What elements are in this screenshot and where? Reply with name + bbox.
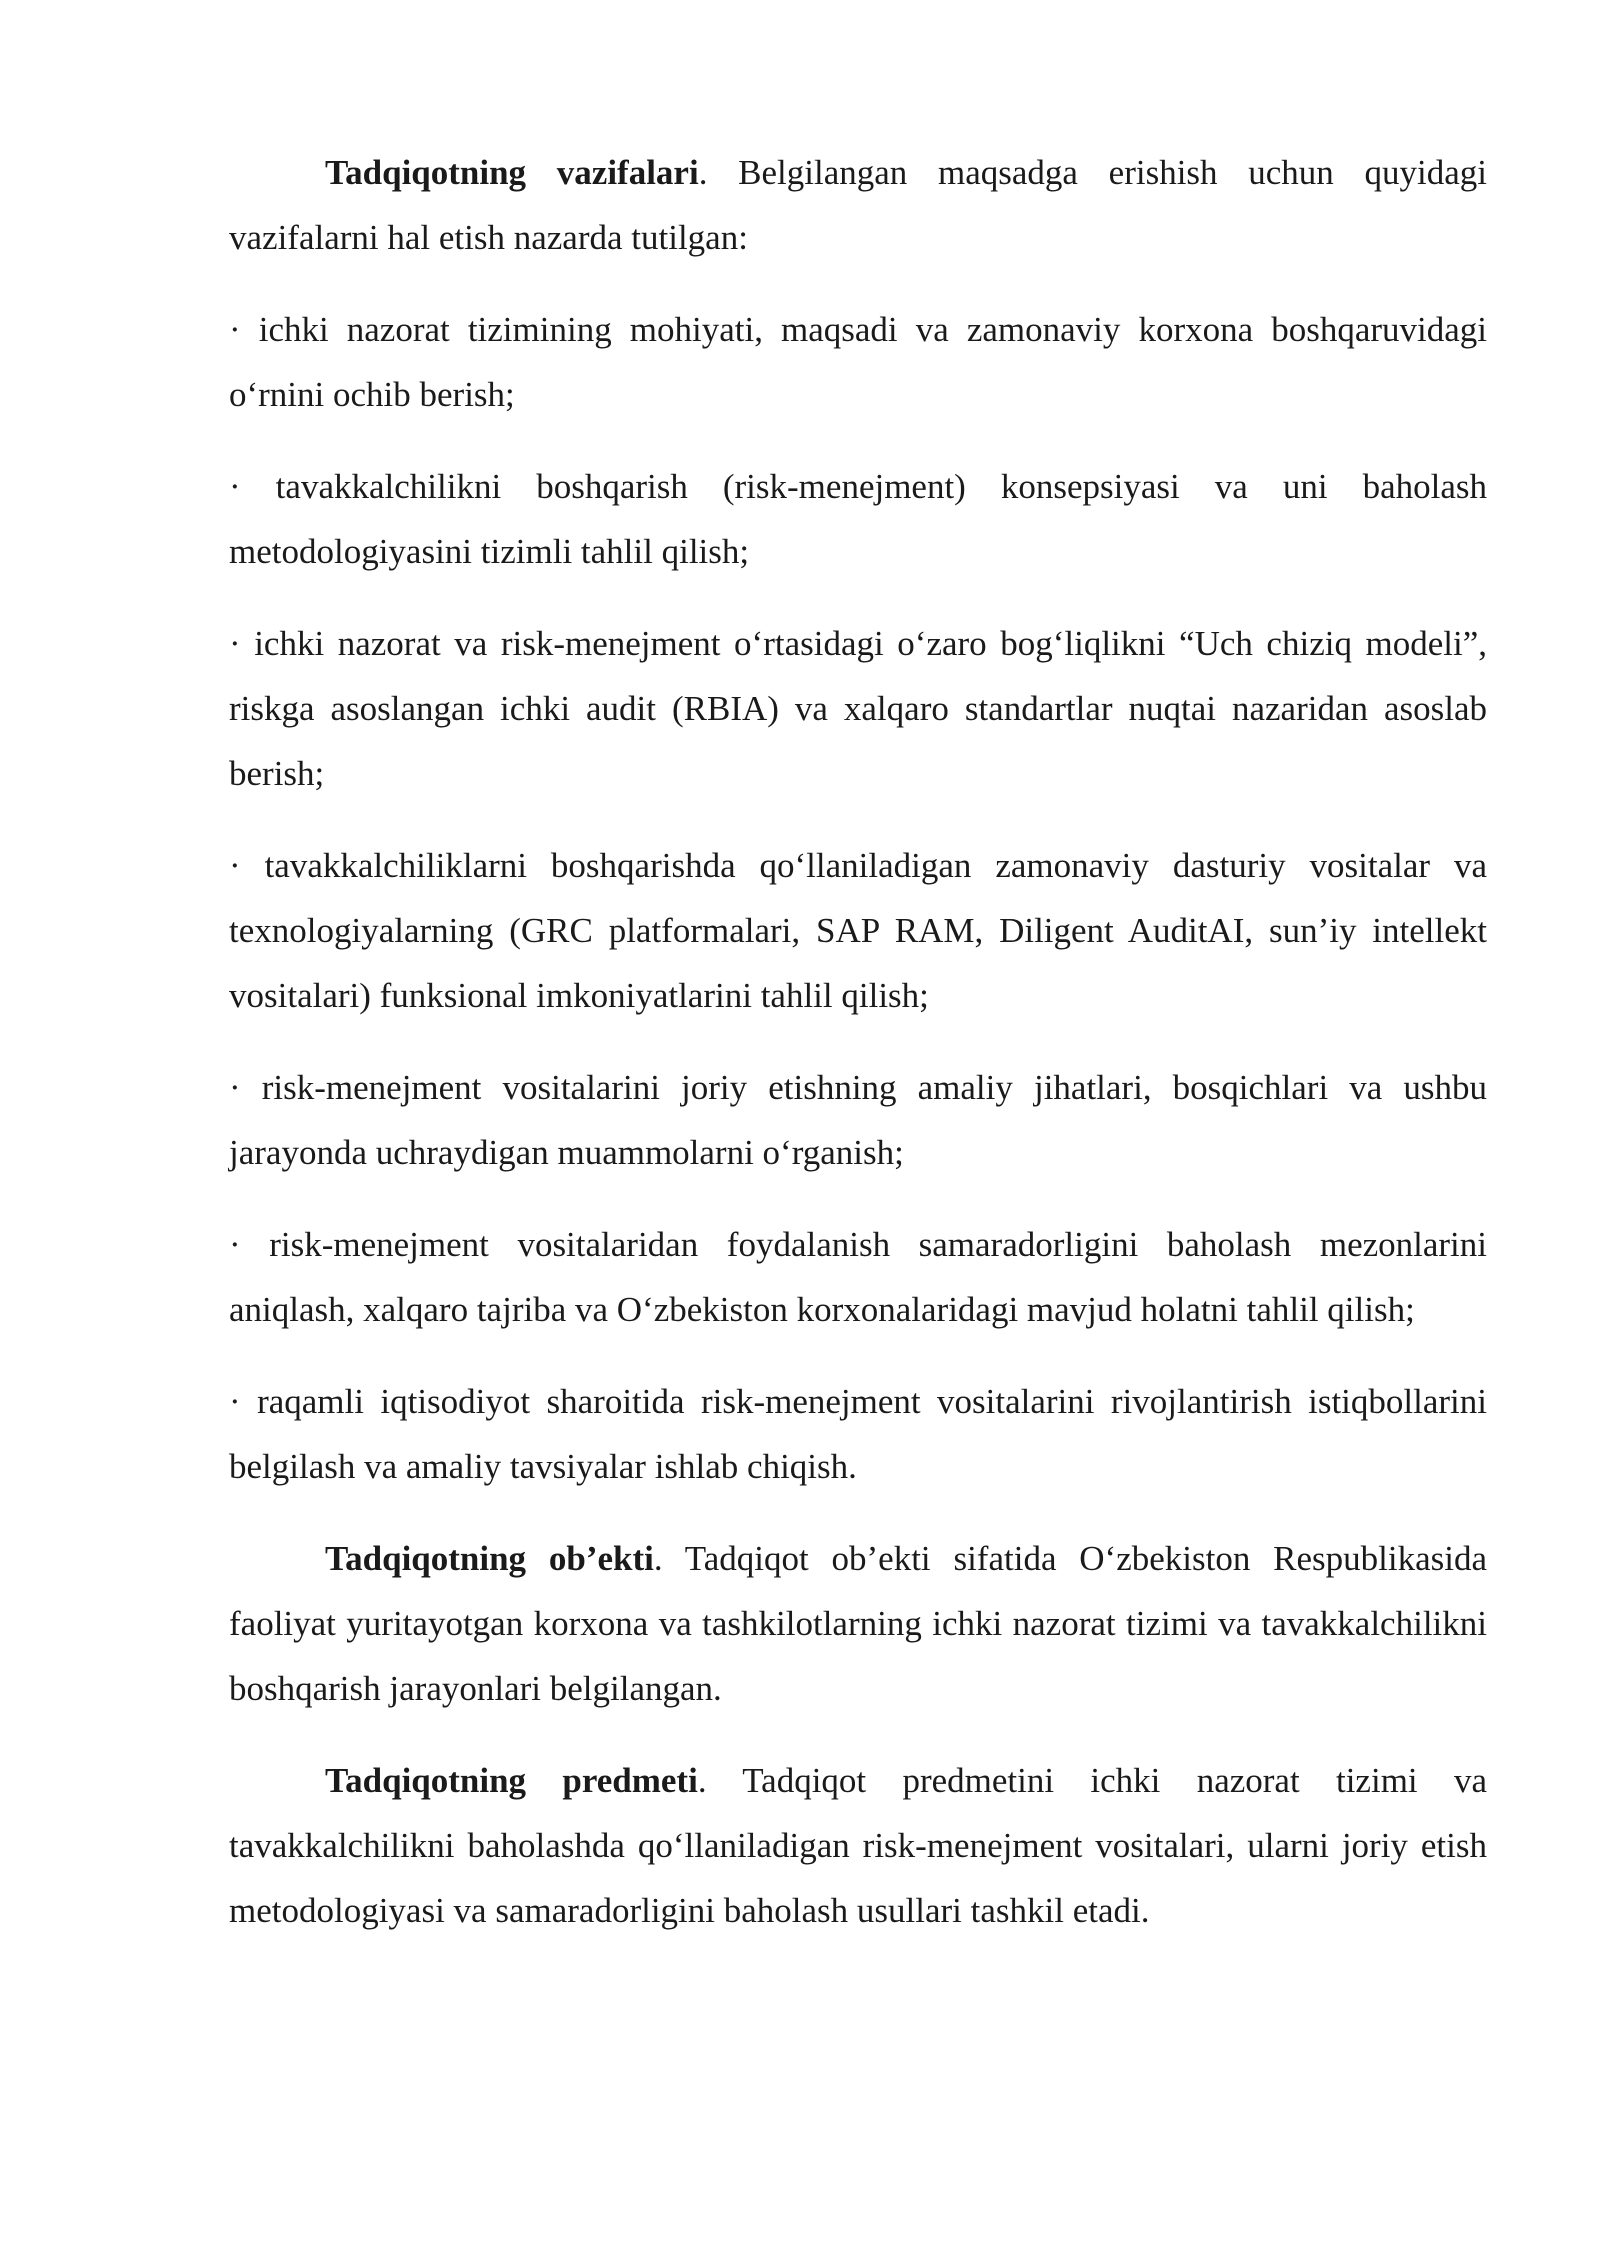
predmet-paragraph	[229, 1748, 1487, 1943]
list-item: · tavakkalchiliklarni boshqarishda qo‘llaniladigan zamonaviy dasturiy vositalar va texnologiyalarning (GRC platformalari, SAP RAM, Diligent AuditAI, sun’iy intellekt vositalari) funksional imkoniyatlarini tahlil qilish;	[229, 846, 1487, 1015]
vazifalar-heading-period: .	[698, 153, 708, 192]
obekt-paragraph	[229, 1526, 1487, 1721]
vazifalar-heading: Tadqiqotning vazifalari	[325, 153, 699, 192]
obekt-heading-period: .	[653, 1539, 663, 1578]
vazifalar-intro: Belgilangan maqsadga erishish uchun quyidagi vazifalarni hal etish nazarda tutilgan:	[229, 153, 1487, 257]
list-item: · risk-menejment vositalaridan foydalanish samaradorligini baholash mezonlarini aniqlash, xalqaro tajriba va O‘zbekiston korxonalaridagi mavjud holatni tahlil qilish;	[229, 1225, 1487, 1329]
list-item: · ichki nazorat va risk-menejment o‘rtasidagi o‘zaro bog‘liqlikni “Uch chiziq modeli”, riskga asoslangan ichki audit (RBIA) va xalqaro standartlar nuqtai nazaridan asoslab berish;	[229, 624, 1487, 793]
vazifalar-paragraph	[229, 140, 1487, 270]
list-item: · ichki nazorat tizimining mohiyati, maqsadi va zamonaviy korxona boshqaruvidagi o‘rnini ochib berish;	[229, 310, 1487, 414]
predmet-heading: Tadqiqotning predmeti	[325, 1761, 698, 1800]
obekt-heading: Tadqiqotning ob’ekti	[325, 1539, 654, 1578]
predmet-text: Tadqiqot predmetini ichki nazorat tizimi va tavakkalchilikni baholashda qo‘llaniladigan risk-menejment vositalari, ularni joriy etish metodologiyasi va samaradorligini baholash usullari tashkil etadi.	[229, 1761, 1487, 1930]
list-item: · risk-menejment vositalarini joriy etishning amaliy jihatlari, bosqichlari va ushbu jarayonda uchraydigan muammolarni o‘rganish;	[229, 1068, 1487, 1172]
obekt-text: Tadqiqot ob’ekti sifatida O‘zbekiston Respublikasida faoliyat yuritayotgan korxona va tashkilotlarning ichki nazorat tizimi va tavakkalchilikni boshqarish jarayonlari belgilangan.	[229, 1539, 1488, 1708]
document-body	[229, 140, 1487, 1970]
predmet-heading-period: .	[697, 1761, 707, 1800]
list-item: · raqamli iqtisodiyot sharoitida risk-menejment vositalarini rivojlantirish istiqbollarini belgilash va amaliy tavsiyalar ishlab chiqish.	[229, 1382, 1487, 1486]
list-item: · tavakkalchilikni boshqarish (risk-menejment) konsepsiyasi va uni baholash metodologiyasini tizimli tahlil qilish;	[229, 467, 1487, 571]
